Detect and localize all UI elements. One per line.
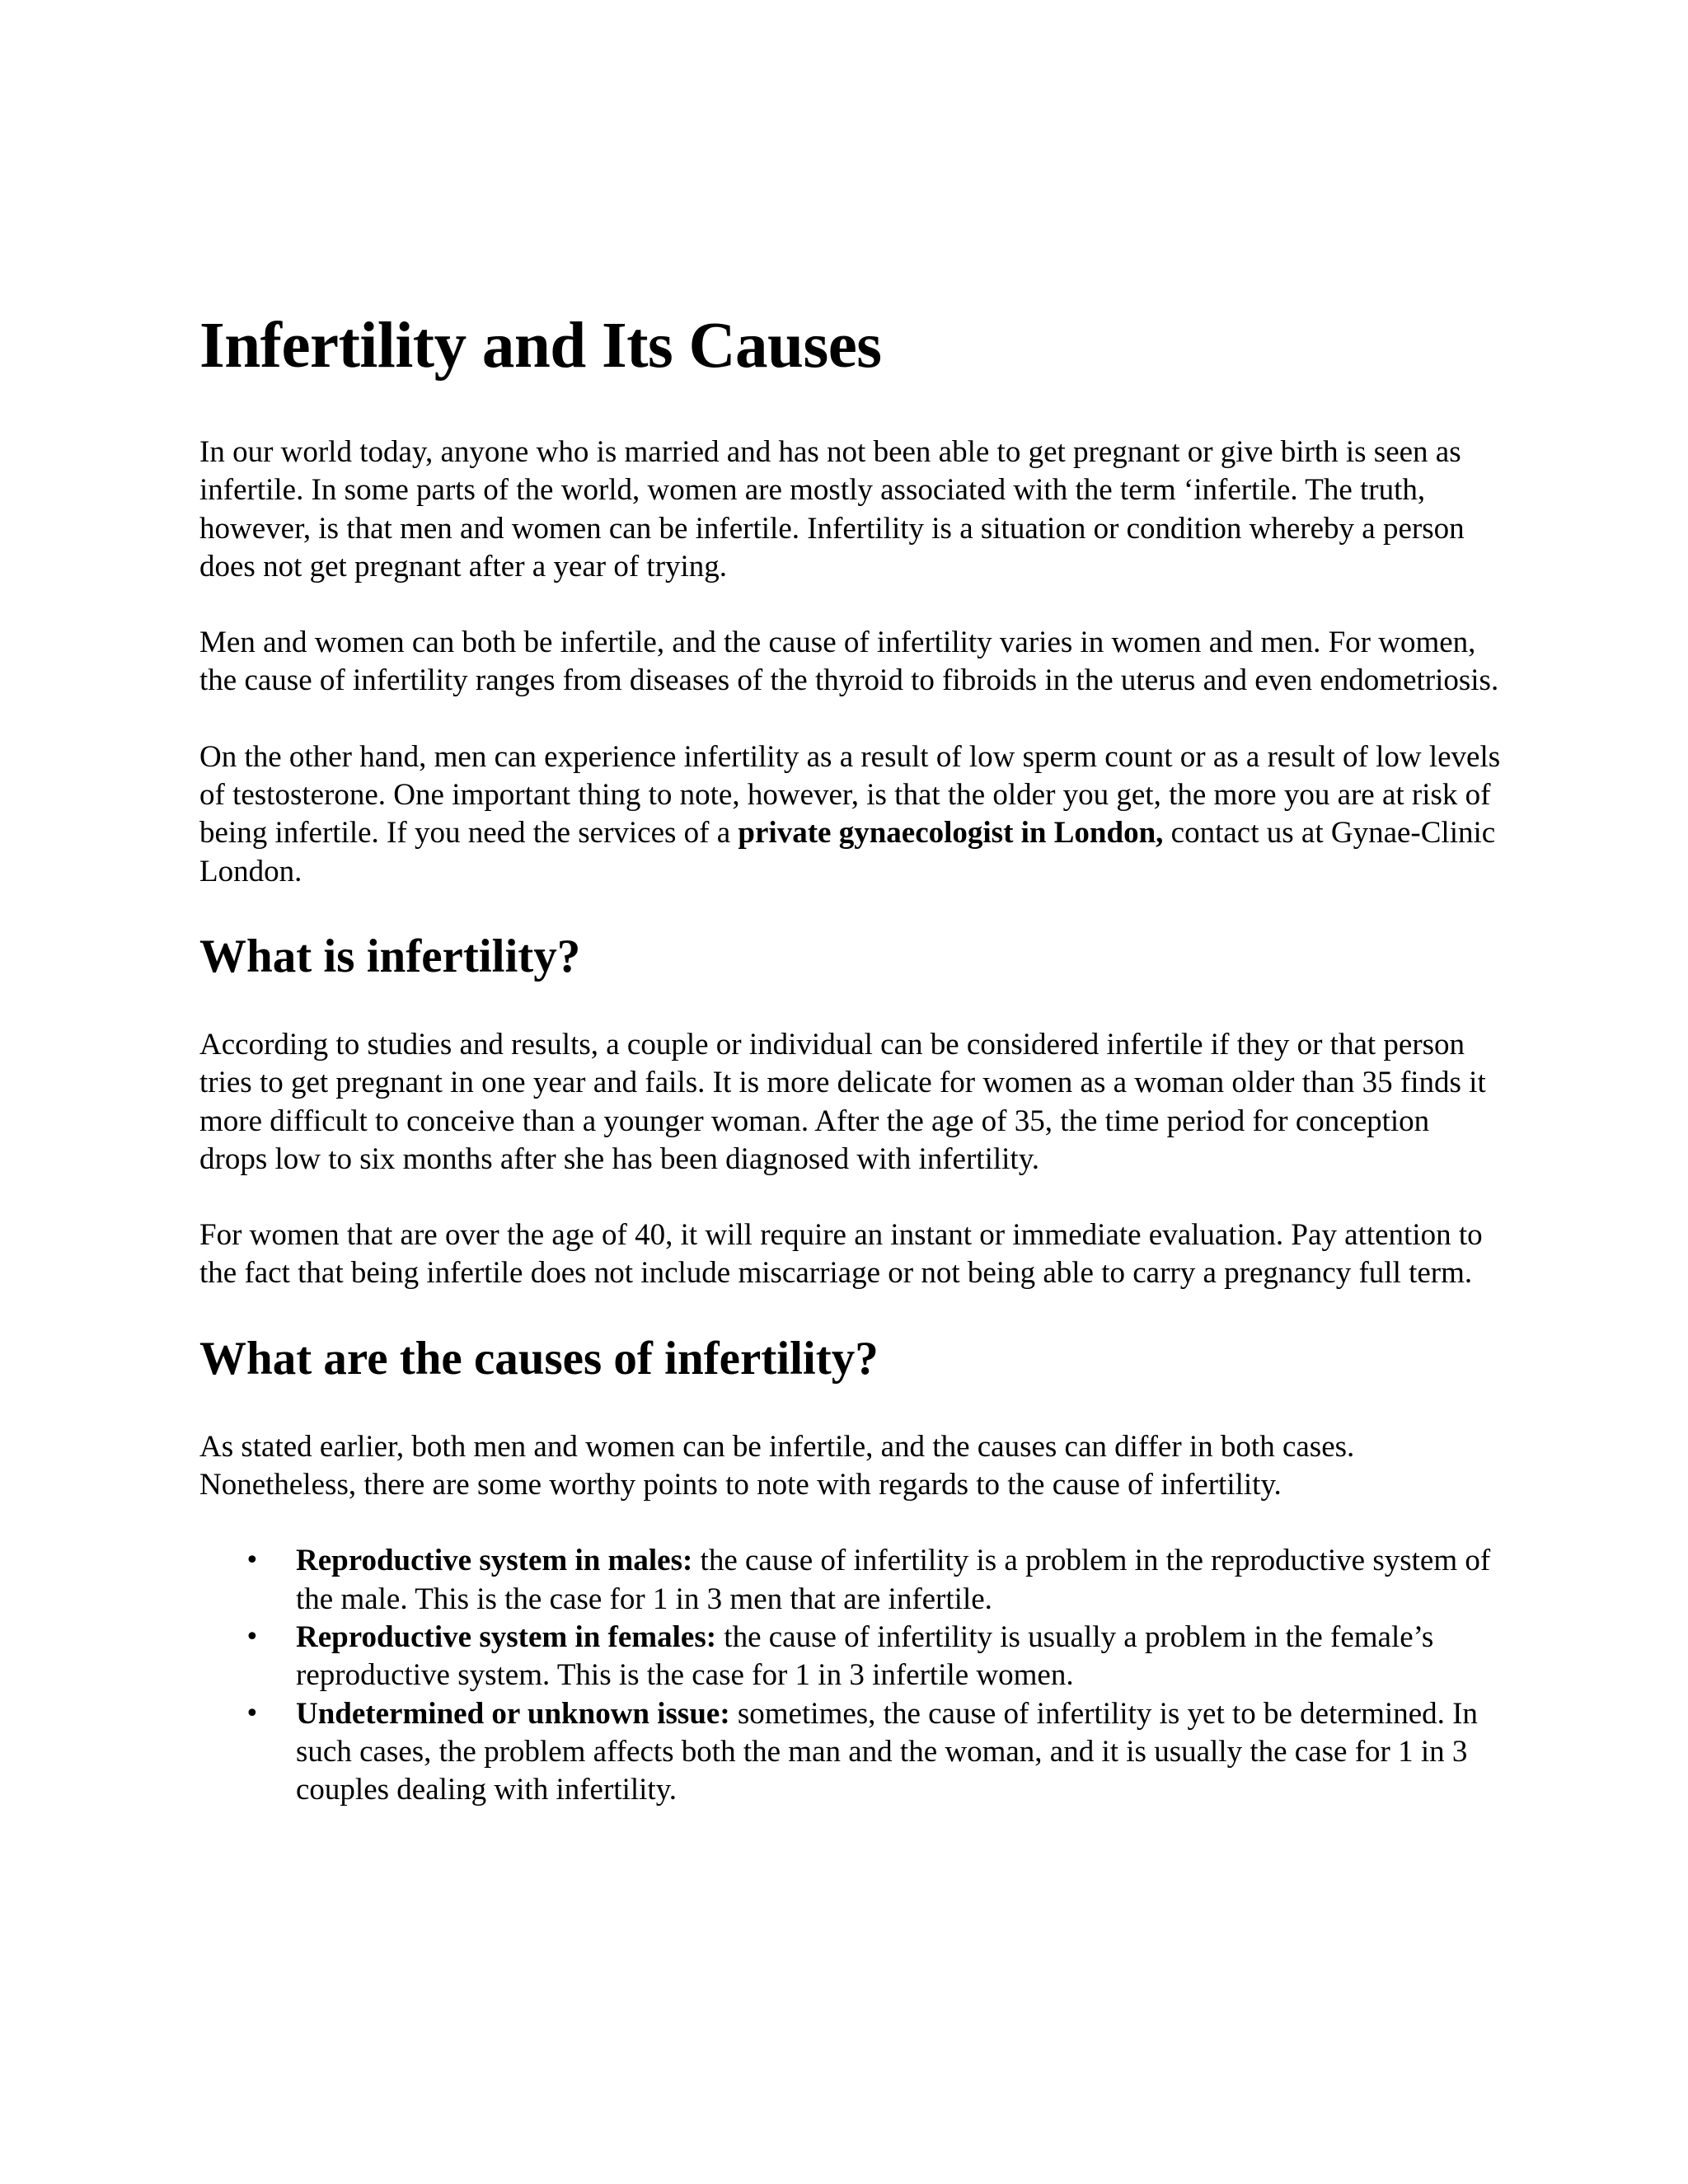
paragraph-text: contact us at Gynae-Clinic London.: [199, 816, 1496, 888]
bullet-icon: •: [245, 1699, 260, 1728]
list-item-text: sometimes, the cause of infertility is yet to be determined. In such cases, the problem affects both the man and the woman, and it is usually the case for 1 in 3 couples dealing with infertility.: [296, 1696, 1478, 1807]
list-item: [245, 1619, 1502, 1695]
causes-list: [199, 1542, 1502, 1809]
section-heading-causes: What are the causes of infertility?: [199, 1332, 879, 1385]
list-item: [245, 1695, 1502, 1810]
intro-paragraph-1: In our world today, anyone who is married and has not been able to get pregnant or give birth is seen as infertile. In some parts of the world, women are mostly associated with the term ‘infertile. The truth, however, is that men and women can be infertile. Infertility is a situation or condition whereby a person does not get pregnant after a year of trying.: [199, 435, 1465, 583]
bullet-icon: •: [245, 1546, 260, 1576]
paragraph-text: On the other hand, men can experience infertility as a result of low sperm count or as a result of low levels of testosterone. One important thing to note, however, is that the older you get, the more you are at risk of being infertile. If you need the services of a: [199, 739, 1501, 851]
bold-highlight: private gynaecologist in London,: [738, 816, 1164, 851]
document-body: [199, 305, 1502, 1809]
intro-paragraph-3: [199, 738, 1502, 891]
list-item-text: the cause of infertility is a problem in the reproductive system of the male. This is the case for 1 in 3 men that are infertile.: [296, 1544, 1491, 1616]
bullet-icon: •: [245, 1622, 260, 1652]
list-item-term: Undetermined or unknown issue:: [296, 1696, 730, 1731]
list-item-text: the cause of infertility is usually a problem in the female’s reproductive system. This is the case for 1 in 3 infertile women.: [296, 1619, 1434, 1693]
intro-paragraph-2: Men and women can both be infertile, and the cause of infertility varies in women and men. For women, the cause of infertility ranges from diseases of the thyroid to fibroids in the uterus and even endometriosis.: [199, 626, 1499, 698]
list-item: [245, 1542, 1502, 1619]
list-item-term: Reproductive system in males:: [296, 1544, 693, 1578]
causes-intro-paragraph: As stated earlier, both men and women can be infertile, and the causes can differ in both cases. Nonetheless, there are some worthy points to note with regards to the cause of infertility.: [199, 1429, 1355, 1502]
what-paragraph-1: According to studies and results, a couple or individual can be considered infertile if they or that person tries to get pregnant in one year and fails. It is more delicate for women as a woman older than 35 finds it more difficult to conceive than a younger woman. After the age of 35, the time period for conception drops low to six months after she has been diagnosed with infertility.: [199, 1027, 1486, 1176]
list-item-term: Reproductive system in females:: [296, 1619, 717, 1654]
what-paragraph-2: For women that are over the age of 40, it will require an instant or immediate evaluation. Pay attention to the fact that being infertile does not include miscarriage or not being able to carry a pregnancy full term.: [199, 1218, 1483, 1291]
section-heading-what-is-infertility: What is infertility?: [199, 930, 581, 982]
page-title: Infertility and Its Causes: [199, 310, 882, 382]
